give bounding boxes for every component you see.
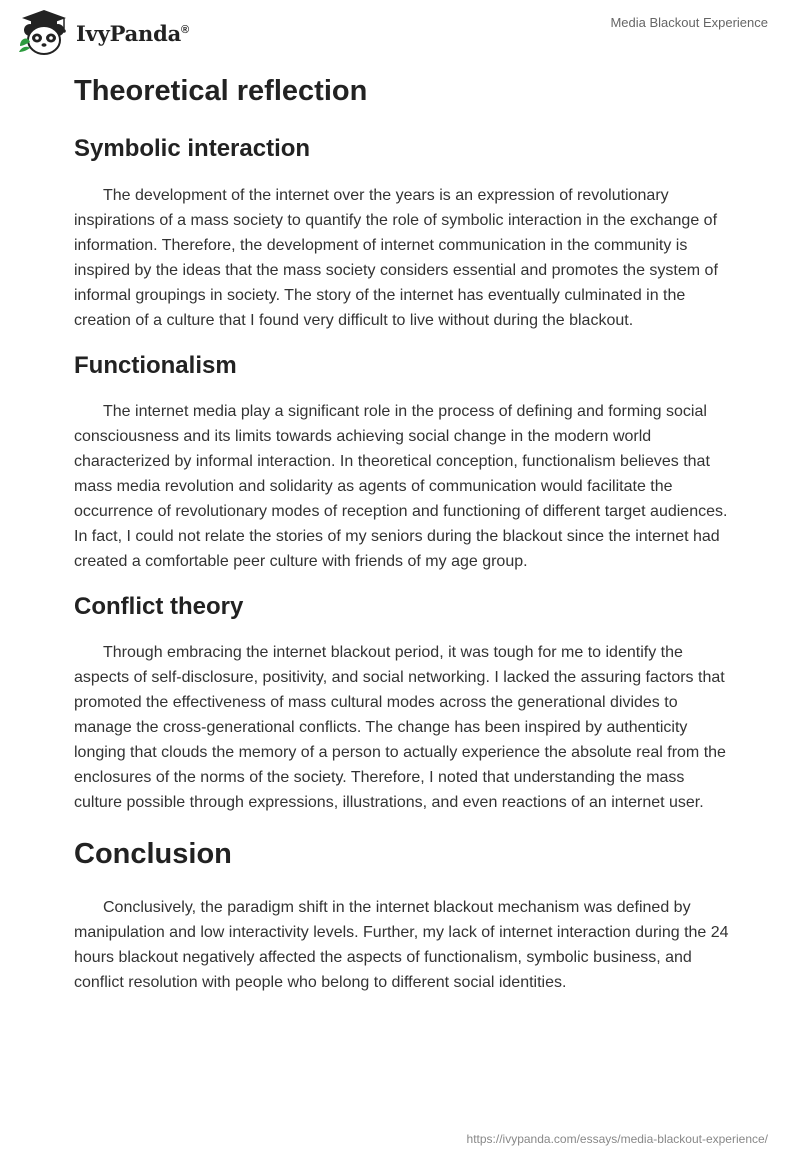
paragraph-symbolic-interaction: The development of the internet over the years is an expression of revolutionary inspirations of a mass society to quantify the role of symbolic interaction in the exchange of information. Therefore, the development of internet communication in the community is inspired by the ideas that the mass society considers essential and promotes the system of informal groupings in society. The story of the internet has eventually culminated in the creation of a culture that I found very difficult to live without during the blackout. <box>74 187 718 329</box>
heading-conclusion: Conclusion <box>74 838 232 870</box>
heading-functionalism: Functionalism <box>74 352 237 379</box>
ivypanda-logo[interactable] <box>16 8 189 56</box>
brand-name: IvyPanda® <box>76 20 189 46</box>
panda-graduate-icon <box>16 8 72 56</box>
heading-conflict-theory: Conflict theory <box>74 593 244 620</box>
source-url[interactable]: https://ivypanda.com/essays/media-blackout-experience/ <box>466 1132 768 1146</box>
registered-mark: ® <box>181 23 189 36</box>
page-header <box>0 0 800 62</box>
heading-theoretical-reflection: Theoretical reflection <box>74 75 368 107</box>
heading-symbolic-interaction: Symbolic interaction <box>74 135 311 162</box>
paragraph-conflict-theory: Through embracing the internet blackout period, it was tough for me to identify the aspects of self-disclosure, positivity, and social networking. I lacked the assuring factors that promoted the effectiveness of mass cultural modes across the generational divides to manage the cross-generational conflicts. The change has been inspired by authenticity longing that clouds the memory of a person to actually experience the absolute real from the enclosures of the norms of the society. Therefore, I noted that understanding the mass culture possible through expressions, illustrations, and even reactions of an internet user. <box>74 644 726 811</box>
paragraph-conclusion: Conclusively, the paradigm shift in the internet blackout mechanism was defined by manipulation and low interactivity levels. Further, my lack of internet interaction during the 24 hours blackout negatively affected the aspects of functionalism, symbolic business, and conflict resolution with people who belong to different social identities. <box>74 899 729 991</box>
document-title: Media Blackout Experience <box>610 15 768 30</box>
paragraph-functionalism: The internet media play a significant role in the process of defining and forming social consciousness and its limits towards achieving social change in the modern world characterized by informal interaction. In theoretical conception, functionalism believes that mass media revolution and solidarity as agents of communication would facilitate the occurrence of revolutionary modes of reception and functioning of different target audiences. In fact, I could not relate the stories of my seniors during the blackout since the internet had created a comfortable peer culture with friends of my age group. <box>74 403 728 570</box>
essay-content <box>74 72 734 995</box>
